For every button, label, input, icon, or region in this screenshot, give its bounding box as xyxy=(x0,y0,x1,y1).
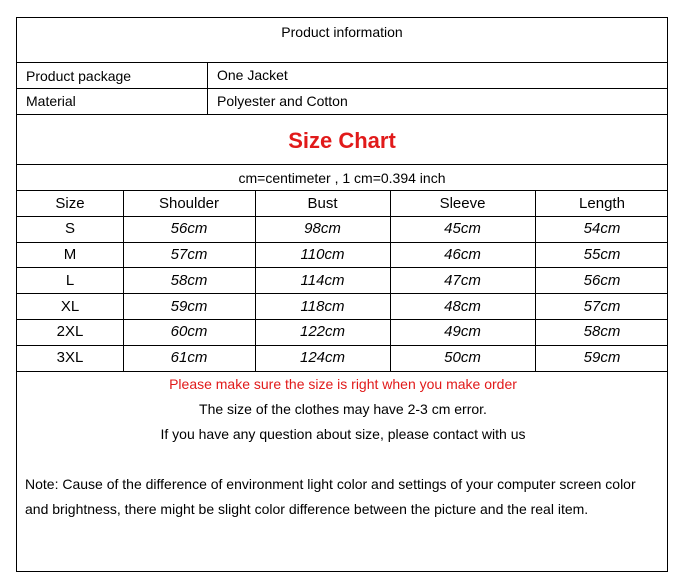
cell-shoulder: 58cm xyxy=(170,272,208,289)
divider xyxy=(17,88,667,89)
divider xyxy=(17,190,667,191)
cell-sleeve: 50cm xyxy=(444,349,481,366)
cell-sleeve: 47cm xyxy=(444,272,481,289)
divider xyxy=(17,62,667,63)
conversion-note: cm=centimeter , 1 cm=0.394 inch xyxy=(238,170,446,186)
column-header-sleeve: Sleeve xyxy=(439,195,486,212)
cell-length: 55cm xyxy=(583,246,621,263)
info-label-material: Material xyxy=(26,93,76,109)
cell-sleeve: 49cm xyxy=(444,323,481,340)
cell-shoulder: 57cm xyxy=(170,246,208,263)
column-header-size: Size xyxy=(55,195,85,212)
cell-size: L xyxy=(65,272,75,289)
cell-bust: 110cm xyxy=(300,246,345,263)
divider xyxy=(17,371,667,372)
divider xyxy=(17,242,667,243)
product-info-title: Product information xyxy=(281,24,403,40)
divider xyxy=(17,345,667,346)
cell-length: 59cm xyxy=(583,349,621,366)
info-value-package: One Jacket xyxy=(217,67,288,83)
cell-bust: 114cm xyxy=(300,272,345,289)
cell-length: 54cm xyxy=(583,220,621,237)
size-chart-title: Size Chart xyxy=(288,128,396,153)
cell-length: 57cm xyxy=(583,298,621,315)
info-label-package: Product package xyxy=(26,68,132,84)
contact-note: If you have any question about size, please contact with us xyxy=(160,426,526,442)
product-info-frame xyxy=(16,17,668,572)
size-warning-note: Please make sure the size is right when you make order xyxy=(169,376,517,392)
info-value-material: Polyester and Cotton xyxy=(217,93,348,109)
color-note-line2: and brightness, there might be slight color difference between the picture and the real item. xyxy=(25,501,589,517)
divider xyxy=(17,164,667,165)
cell-bust: 124cm xyxy=(299,349,346,366)
divider xyxy=(17,267,667,268)
cell-bust: 122cm xyxy=(299,323,346,340)
cell-sleeve: 45cm xyxy=(444,220,481,237)
cell-size: M xyxy=(63,246,77,263)
cell-shoulder: 56cm xyxy=(170,220,208,237)
divider xyxy=(17,319,667,320)
cell-sleeve: 46cm xyxy=(444,246,481,263)
divider xyxy=(17,293,667,294)
cell-size: XL xyxy=(60,298,80,315)
cell-length: 58cm xyxy=(583,323,621,340)
cell-size: 3XL xyxy=(56,349,84,366)
cell-size: 2XL xyxy=(56,323,84,340)
divider xyxy=(17,114,667,115)
cell-length: 56cm xyxy=(583,272,621,289)
cell-bust: 98cm xyxy=(304,220,341,237)
divider xyxy=(17,216,667,217)
column-header-bust: Bust xyxy=(307,195,338,212)
cell-sleeve: 48cm xyxy=(444,298,481,315)
column-header-shoulder: Shoulder xyxy=(158,195,220,212)
cell-shoulder: 60cm xyxy=(170,323,208,340)
cell-shoulder: 59cm xyxy=(170,298,208,315)
cell-size: S xyxy=(64,220,75,237)
cell-bust: 118cm xyxy=(300,298,345,315)
color-note-line1: Note: Cause of the difference of environment light color and settings of your computer screen color xyxy=(25,476,636,492)
cell-shoulder: 61cm xyxy=(170,349,208,366)
column-header-length: Length xyxy=(579,195,625,212)
size-error-note: The size of the clothes may have 2-3 cm error. xyxy=(199,401,487,417)
